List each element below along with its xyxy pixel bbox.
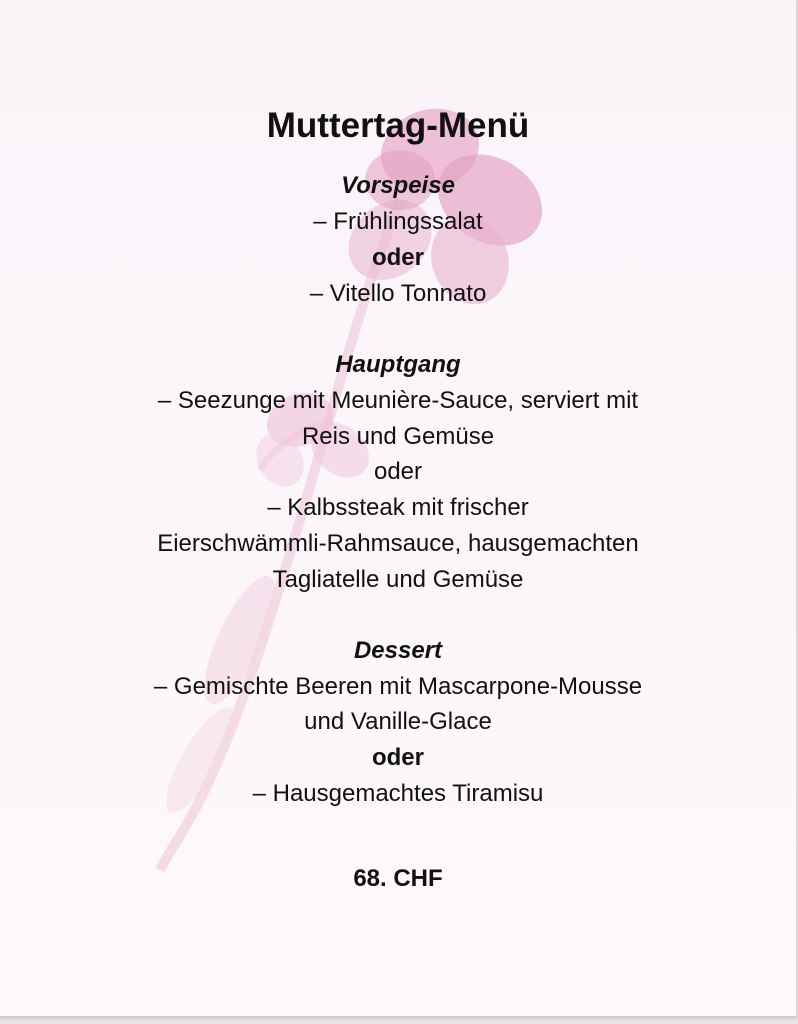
starter-option-2: – Vitello Tonnato — [309, 280, 487, 307]
starter-separator: oder — [371, 244, 424, 271]
main-option-2-line-2: Eierschwämmli-Rahmsauce, hausgemachten — [157, 530, 639, 557]
dessert-heading: Dessert — [353, 637, 443, 664]
main-option-2-line-3: Tagliatelle und Gemüse — [272, 566, 524, 593]
menu-title: Muttertag-Menü — [266, 106, 530, 145]
menu-price: 68. CHF — [353, 865, 443, 892]
main-option-1-line-2: Reis und Gemüse — [301, 423, 495, 450]
starter-heading: Vorspeise — [341, 172, 455, 199]
dessert-separator: oder — [371, 744, 424, 771]
starter-option-1: – Frühlingssalat — [313, 208, 483, 235]
dessert-option-1-line-2: und Vanille-Glace — [304, 708, 492, 735]
dessert-option-2: – Hausgemachtes Tiramisu — [252, 780, 544, 807]
main-separator: oder — [373, 458, 423, 485]
dessert-option-1-line-1: – Gemischte Beeren mit Mascarpone-Mousse — [153, 673, 643, 700]
main-option-2-line-1: – Kalbssteak mit frischer — [267, 494, 529, 521]
main-heading: Hauptgang — [335, 351, 461, 378]
main-option-1-line-1: – Seezunge mit Meunière-Sauce, serviert mit — [157, 387, 639, 414]
